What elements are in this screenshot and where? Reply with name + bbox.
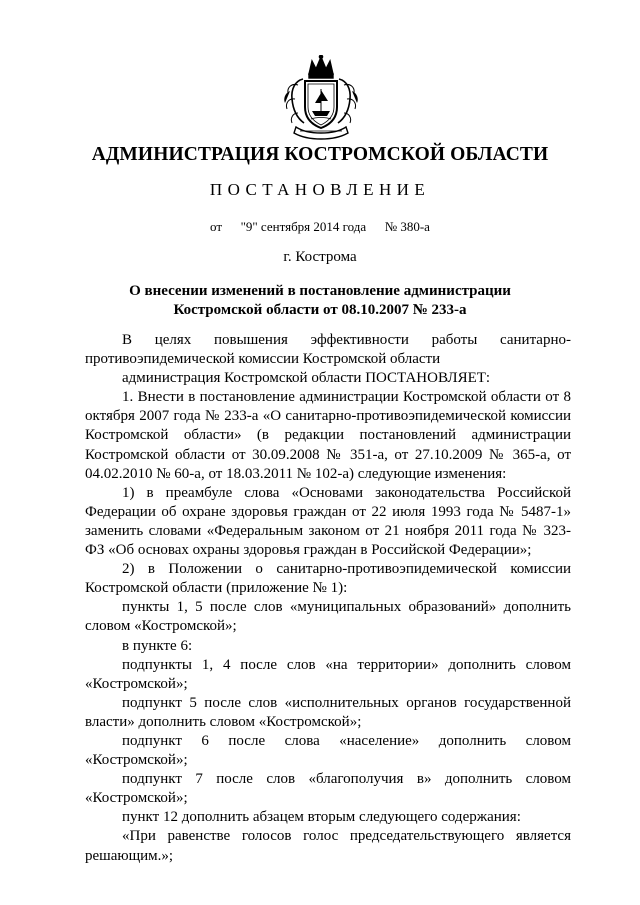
subject-line-1: О внесении изменений в постановление администрации [129, 283, 511, 299]
paragraph: подпункты 1, 4 после слов «на территории» дополнить словом «Костромской»; [85, 656, 571, 692]
paragraph: 1) в преамбуле слова «Основами законодательства Российской Федерации об охране здоровья граждан от 22 июля 1993 года № 5487-1» заменить словами «Федеральным законом от 21 ноября 2011 года № 323-ФЗ «Об основах охраны здоровья граждан в Российской Федерации»; [85, 484, 571, 559]
document-body [85, 331, 571, 866]
paragraph: «При равенстве голосов голос председательствующего является решающим.»; [85, 828, 571, 864]
paragraph: 2) в Положении о санитарно-противоэпидемической комиссии Костромской области (приложение № 1): [85, 561, 571, 597]
paragraph: подпункт 5 после слов «исполнительных органов государственной власти» дополнить словом «Костромской»; [85, 694, 571, 730]
paragraph: администрация Костромской области ПОСТАНОВЛЯЕТ: [122, 370, 491, 387]
coat-of-arms-icon [276, 55, 366, 143]
document-subject [0, 282, 640, 320]
paragraph: в пункте 6: [122, 637, 193, 654]
date-line [0, 219, 640, 235]
date-prefix: от [210, 219, 223, 234]
document-date: "9" сентября 2014 года [240, 219, 367, 234]
organization-name: АДМИНИСТРАЦИЯ КОСТРОМСКОЙ ОБЛАСТИ [91, 144, 549, 165]
paragraph: пункты 1, 5 после слов «муниципальных образований» дополнить словом «Костромской»; [85, 599, 571, 635]
paragraph: 1. Внести в постановление администрации Костромской области от 8 октября 2007 года № 233-а «О санитарно-противоэпидемической комиссии Костромской области» (в редакции постановлений администрации Костромской области от 30.09.2008 № 351-а, от 27.10.2009 № 365-а, от 04.02.2010 № 60-а, от 18.03.2011 № 102-а) следующие изменения: [85, 389, 571, 482]
subject-line-2: Костромской области от 08.10.2007 № 233-а [173, 302, 467, 318]
document-number: № 380-а [384, 219, 430, 234]
paragraph: пункт 12 дополнить абзацем вторым следующего содержания: [122, 809, 521, 826]
document-city: г. Кострома [283, 249, 357, 265]
document-type: ПОСТАНОВЛЕНИЕ [209, 180, 431, 199]
paragraph: подпункт 6 после слова «население» дополнить словом «Костромской»; [85, 732, 571, 769]
paragraph: подпункт 7 после слов «благополучия в» дополнить словом «Костромской»; [85, 771, 571, 807]
paragraph: В целях повышения эффективности работы санитарно-противоэпидемической комиссии Костромской области [85, 332, 571, 368]
